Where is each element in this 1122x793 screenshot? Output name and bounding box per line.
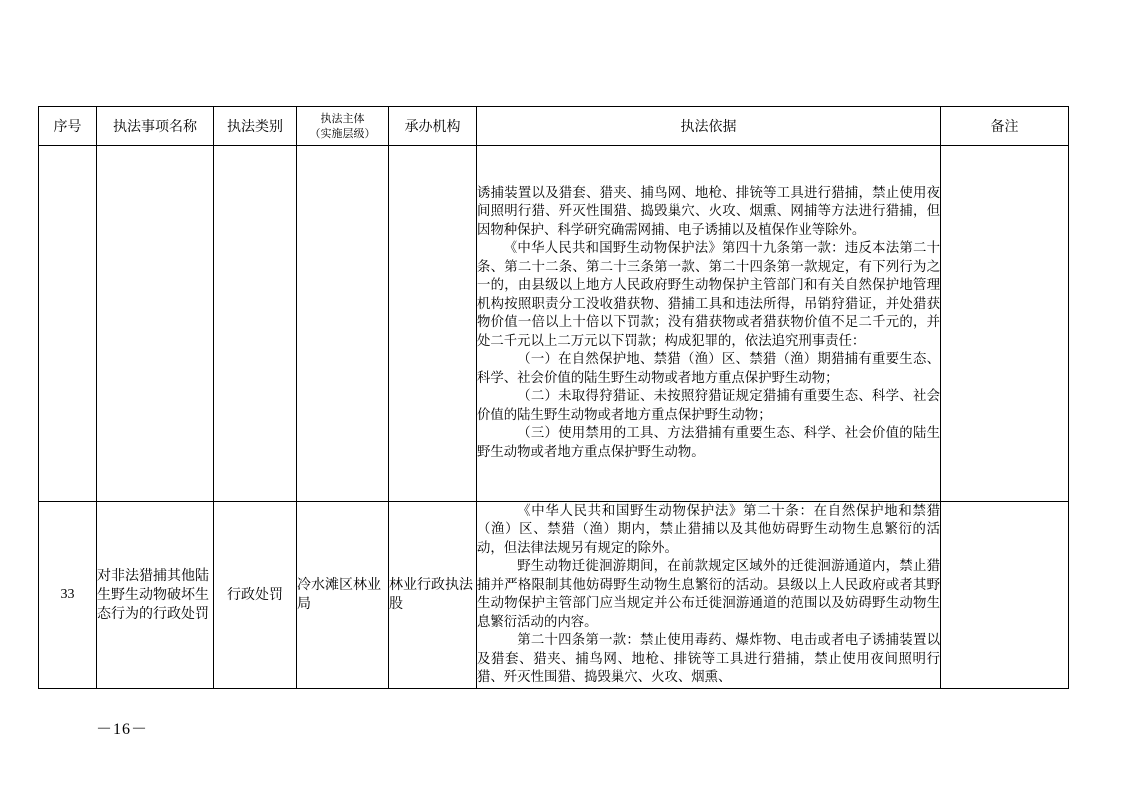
cell-remarks xyxy=(941,502,1069,689)
page-number: －16－ xyxy=(96,721,149,738)
cell-remarks xyxy=(941,146,1069,502)
cell-basis xyxy=(477,502,941,689)
header-basis: 执法依据 xyxy=(477,107,941,146)
law-enforcement-table xyxy=(38,106,1069,689)
basis-paragraph: 第二十四条第一款：禁止使用毒药、爆炸物、电击或者电子诱捕装置以及猎套、猎夹、捕鸟网、地枪、排铳等工具进行猎捕，禁止使用夜间照明行猎、歼灭性围猎、捣毁巢穴、火攻、烟熏、 xyxy=(477,633,940,685)
cell-category: 行政处罚 xyxy=(214,502,297,689)
cell-subject: 冷水滩区林业局 xyxy=(297,502,389,689)
basis-paragraph: （二）未取得狩猎证、未按照狩猎证规定猎捕有重要生态、科学、社会价值的陆生野生动物或者地方重点保护野生动物； xyxy=(477,389,940,423)
basis-paragraph: （三）使用禁用的工具、方法猎捕有重要生态、科学、社会价值的陆生野生动物或者地方重点保护野生动物。 xyxy=(477,426,940,460)
cell-basis xyxy=(477,146,941,502)
header-subject-line1: 执法主体 xyxy=(320,112,365,125)
header-agency: 承办机构 xyxy=(389,107,477,146)
table-row xyxy=(39,146,1069,502)
cell-agency xyxy=(389,146,477,502)
header-serial: 序号 xyxy=(39,107,97,146)
cell-subject xyxy=(297,146,389,502)
header-subject xyxy=(297,107,389,146)
table-row xyxy=(39,502,1069,689)
basis-paragraph: 诱捕装置以及猎套、猎夹、捕鸟网、地枪、排铳等工具进行猎捕，禁止使用夜间照明行猎、歼灭性围猎、捣毁巢穴、火攻、烟熏、网捕等方法进行猎捕，但因物种保护、科学研究确需网捕、电子诱捕以及植保作业等除外。 xyxy=(477,185,940,238)
cell-serial xyxy=(39,146,97,502)
cell-item-name: 对非法猎捕其他陆生野生动物破坏生态行为的行政处罚 xyxy=(97,502,214,689)
cell-agency: 林业行政执法股 xyxy=(389,502,477,689)
cell-item-name xyxy=(97,146,214,502)
basis-paragraph: 《中华人民共和国野生动物保护法》第二十条：在自然保护地和禁猎（渔）区、禁猎（渔）期内，禁止猎捕以及其他妨碍野生动物生息繁衍的活动，但法律法规另有规定的除外。 xyxy=(477,503,940,556)
header-row xyxy=(39,107,1069,146)
header-remarks: 备注 xyxy=(941,107,1069,146)
header-subject-line2: （实施层级） xyxy=(309,127,376,140)
basis-paragraph: （一）在自然保护地、禁猎（渔）区、禁猎（渔）期猎捕有重要生态、科学、社会价值的陆生野生动物或者地方重点保护野生动物； xyxy=(477,352,940,386)
header-category: 执法类别 xyxy=(214,107,297,146)
cell-category xyxy=(214,146,297,502)
cell-serial: 33 xyxy=(39,502,97,689)
header-item-name: 执法事项名称 xyxy=(97,107,214,146)
basis-paragraph: 野生动物迁徙洄游期间，在前款规定区域外的迁徙洄游通道内，禁止猎捕并严格限制其他妨碍野生动物生息繁衍的活动。县级以上人民政府或者其野生动物保护主管部门应当规定并公布迁徙洄游通道的范围以及妨碍野生动物生息繁衍活动的内容。 xyxy=(477,559,940,630)
basis-paragraph: 《中华人民共和国野生动物保护法》第四十九条第一款：违反本法第二十条、第二十二条、第二十三条第一款、第二十四条第一款规定，有下列行为之一的，由县级以上地方人民政府野生动物保护主管部门和有关自然保护地管理机构按照职责分工没收猎获物、猎捕工具和违法所得，吊销狩猎证，并处猎获物价值一倍以上十倍以下罚款；没有猎获物或者猎获物价值不足二千元的，并处二千元以上二万元以下罚款；构成犯罪的，依法追究刑事责任： xyxy=(477,241,940,349)
